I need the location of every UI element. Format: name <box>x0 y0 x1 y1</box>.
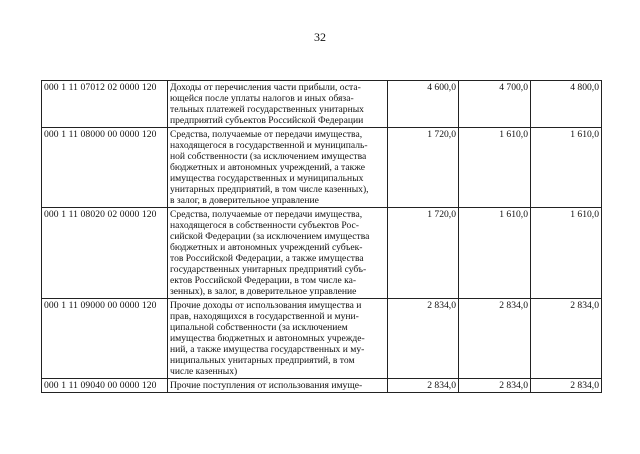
revenue-name-line: ной собственности (за исключением имущества <box>170 151 367 162</box>
revenue-name-line: бюджетных и автономных учреждений субъек- <box>170 242 363 253</box>
revenue-name-line: Прочие поступления от использования имуще- <box>170 380 363 391</box>
amount-cell-year-1: 2 834,0 <box>388 299 459 379</box>
amount-cell-year-2: 4 700,0 <box>459 81 531 128</box>
amount-cell-year-3: 4 800,0 <box>531 81 602 128</box>
revenue-name-line: предприятий субъектов Российской Федерации <box>170 115 364 126</box>
revenue-name-line: ний, а также имущества государственных и му- <box>170 344 365 355</box>
revenue-name-line: числе казенных) <box>170 366 238 377</box>
revenue-name-line: унитарных предприятий, в том числе казенных), <box>170 184 369 195</box>
revenue-name-cell <box>168 299 388 379</box>
amount-cell-year-1: 2 834,0 <box>388 379 459 393</box>
revenue-name-cell <box>168 128 388 208</box>
amount-cell-year-2: 2 834,0 <box>459 299 531 379</box>
revenue-name-line: зенных), в залог, в доверительное управление <box>170 286 357 297</box>
revenue-name-line: в залог, в доверительное управление <box>170 195 319 206</box>
amount-cell-year-2: 1 610,0 <box>459 128 531 208</box>
budget-code-cell: 000 1 11 09040 00 0000 120 <box>42 379 168 393</box>
amount-cell-year-2: 1 610,0 <box>459 208 531 299</box>
amount-cell-year-1: 1 720,0 <box>388 128 459 208</box>
table-row <box>42 379 602 393</box>
revenue-name-cell <box>168 379 388 393</box>
table-row <box>42 299 602 379</box>
table-row <box>42 128 602 208</box>
revenue-name-line: Средства, получаемые от передачи имущества, <box>170 209 363 220</box>
amount-cell-year-1: 1 720,0 <box>388 208 459 299</box>
table-row <box>42 81 602 128</box>
revenue-name-cell <box>168 81 388 128</box>
revenue-name-line: ниципальных унитарных предприятий, в том <box>170 355 355 366</box>
revenue-name-line: ектов Российской Федерации, в том числе ка- <box>170 275 357 286</box>
revenue-name-line: тов Российской Федерации, а также имущества <box>170 253 364 264</box>
revenue-name-line: Прочие доходы от использования имущества и <box>170 300 362 311</box>
budget-revenue-table <box>41 80 602 393</box>
amount-cell-year-3: 1 610,0 <box>531 208 602 299</box>
table-body <box>42 81 602 393</box>
revenue-name-line: ющейся после уплаты налогов и иных обяза- <box>170 93 354 104</box>
revenue-name-line: находящегося в собственности субъектов Рос- <box>170 220 359 231</box>
revenue-name-line: сийской Федерации (за исключением имущества <box>170 231 370 242</box>
revenue-name-line: находящегося в государственной и муниципаль- <box>170 140 368 151</box>
table-row <box>42 208 602 299</box>
revenue-name-line: прав, находящихся в государственной и муни- <box>170 311 359 322</box>
amount-cell-year-2: 2 834,0 <box>459 379 531 393</box>
revenue-name-line: государственных унитарных предприятий субъ- <box>170 264 367 275</box>
revenue-name-cell <box>168 208 388 299</box>
amount-cell-year-1: 4 600,0 <box>388 81 459 128</box>
revenue-name-line: Средства, получаемые от передачи имущества, <box>170 129 363 140</box>
revenue-name-line: Доходы от перечисления части прибыли, оста- <box>170 82 361 93</box>
amount-cell-year-3: 2 834,0 <box>531 299 602 379</box>
revenue-name-line: имущества бюджетных и автономных учрежде- <box>170 333 365 344</box>
page-number: 32 <box>314 30 326 44</box>
budget-code-cell: 000 1 11 07012 02 0000 120 <box>42 81 168 128</box>
revenue-name-line: ципальной собственности (за исключением <box>170 322 348 333</box>
amount-cell-year-3: 1 610,0 <box>531 128 602 208</box>
revenue-name-line: имущества государственных и муниципальных <box>170 173 364 184</box>
budget-code-cell: 000 1 11 08020 02 0000 120 <box>42 208 168 299</box>
budget-code-cell: 000 1 11 08000 00 0000 120 <box>42 128 168 208</box>
revenue-name-line: тельных платежей государственных унитарных <box>170 104 364 115</box>
amount-cell-year-3: 2 834,0 <box>531 379 602 393</box>
revenue-name-line: бюджетных и автономных учреждений, а также <box>170 162 365 173</box>
budget-code-cell: 000 1 11 09000 00 0000 120 <box>42 299 168 379</box>
